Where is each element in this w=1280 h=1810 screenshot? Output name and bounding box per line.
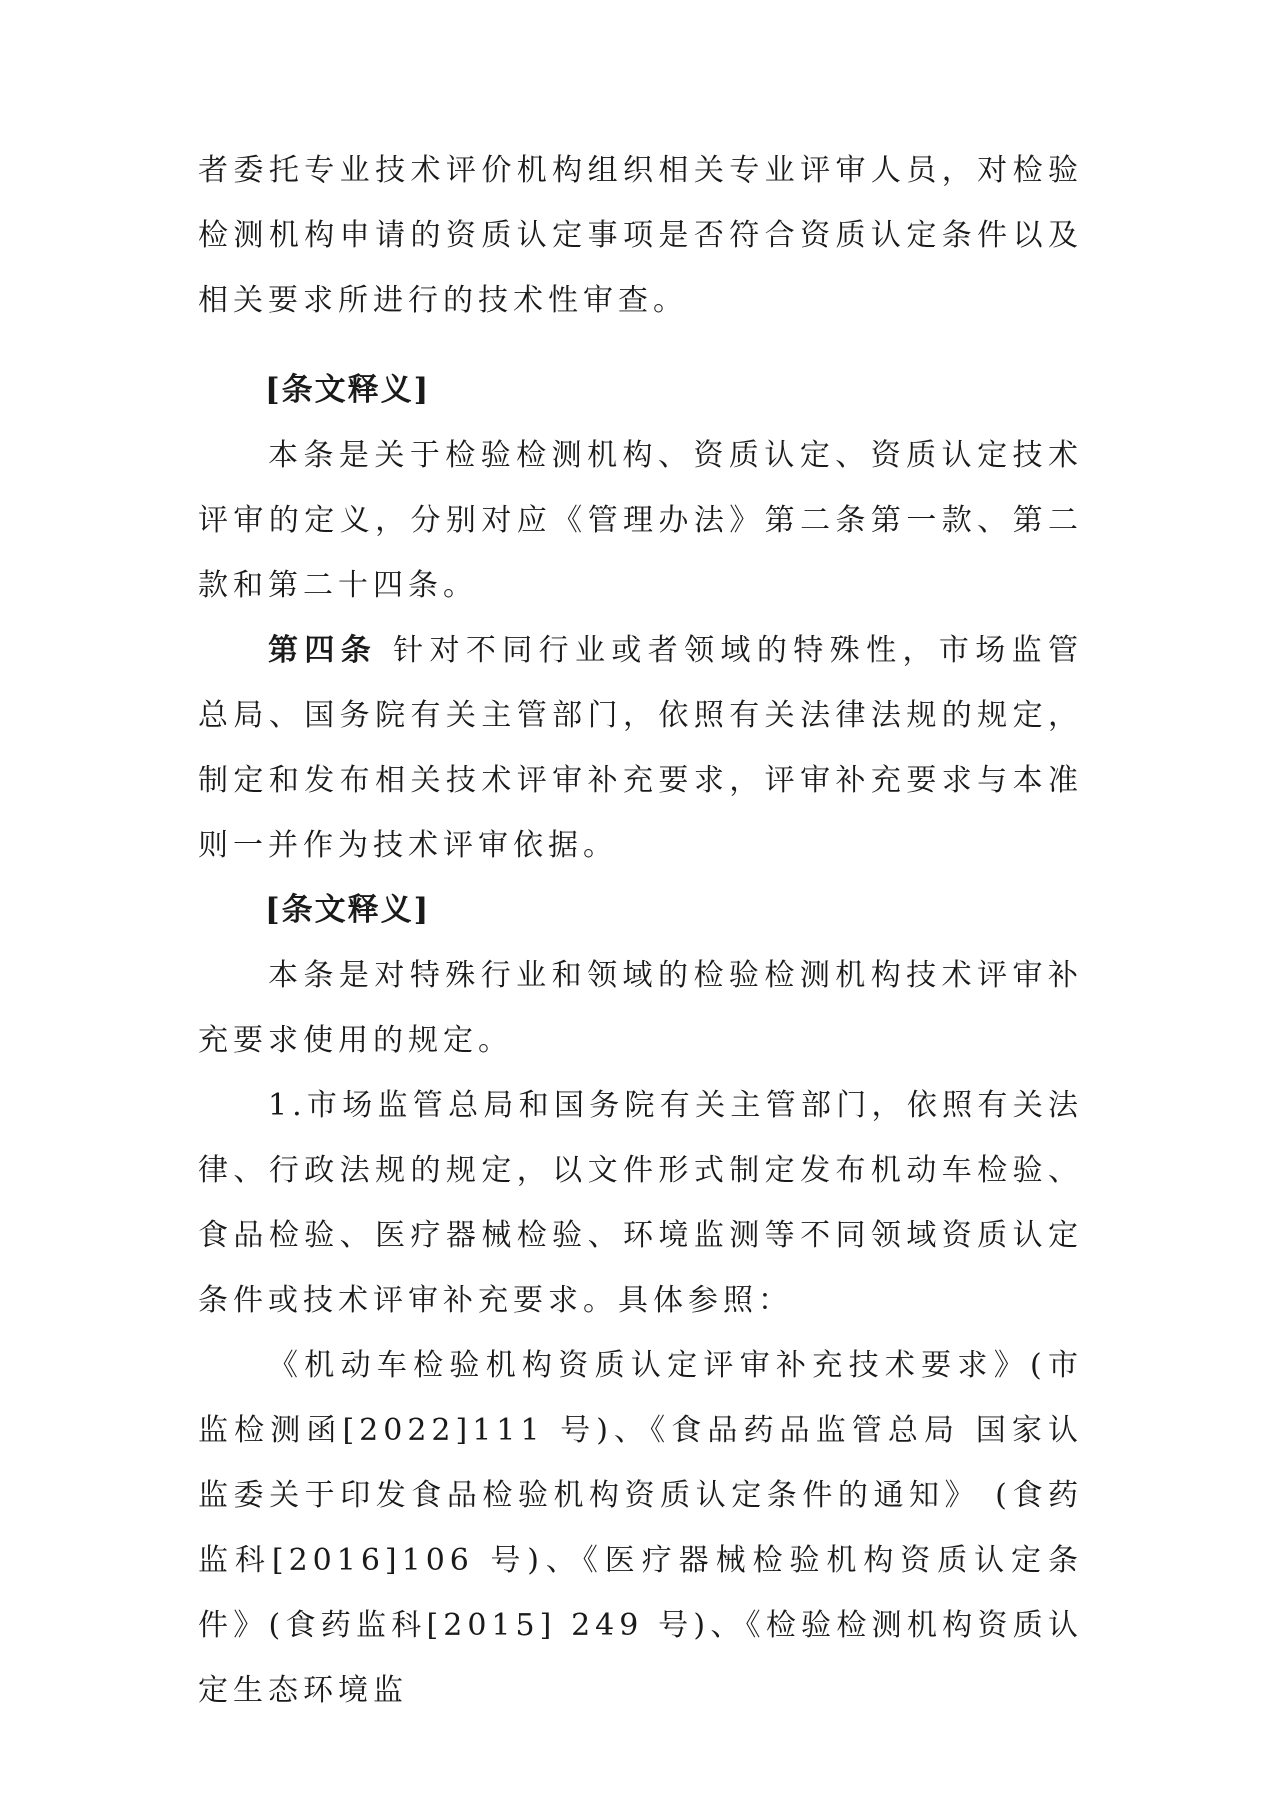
section-heading-interpretation-2: [条文释义] bbox=[265, 892, 431, 928]
paragraph-item-1: 1.市场监管总局和国务院有关主管部门，依照有关法律、行政法规的规定，以文件形式制定发布机动车检验、食品检验、医疗器械检验、环境监测等不同领域资质认定条件或技术评审补充要求。具体参照： bbox=[198, 1088, 1083, 1318]
section-heading-interpretation: [条文释义] bbox=[265, 372, 431, 408]
paragraph-definition-continued: 者委托专业技术评价机构组织相关专业评审人员，对检验检测机构申请的资质认定事项是否符合资质认定条件以及相关要求所进行的技术性审查。 bbox=[198, 153, 1083, 318]
paragraph-article-4 bbox=[198, 618, 1083, 878]
article-4-text: 针对不同行业或者领域的特殊性，市场监管总局、国务院有关主管部门，依照有关法律法规的规定，制定和发布相关技术评审补充要求，评审补充要求与本准则一并作为技术评审依据。 bbox=[198, 633, 1083, 863]
paragraph-interpretation-2: 本条是对特殊行业和领域的检验检测机构技术评审补充要求使用的规定。 bbox=[198, 958, 1083, 1058]
paragraph-references: 《机动车检验机构资质认定评审补充技术要求》(市监检测函[2022]111 号)、《食品药品监管总局 国家认监委关于印发食品检验机构资质认定条件的通知》 (食药监科[2016]106 号)、《医疗器械检验机构资质认定条件》(食药监科[2015] 249 号)、《检验检测机构资质认定生态环境监 bbox=[198, 1348, 1083, 1708]
paragraph-interpretation-1: 本条是关于检验检测机构、资质认定、资质认定技术评审的定义，分别对应《管理办法》第二条第一款、第二款和第二十四条。 bbox=[198, 438, 1083, 603]
article-4-label: 第四条 bbox=[268, 633, 378, 668]
